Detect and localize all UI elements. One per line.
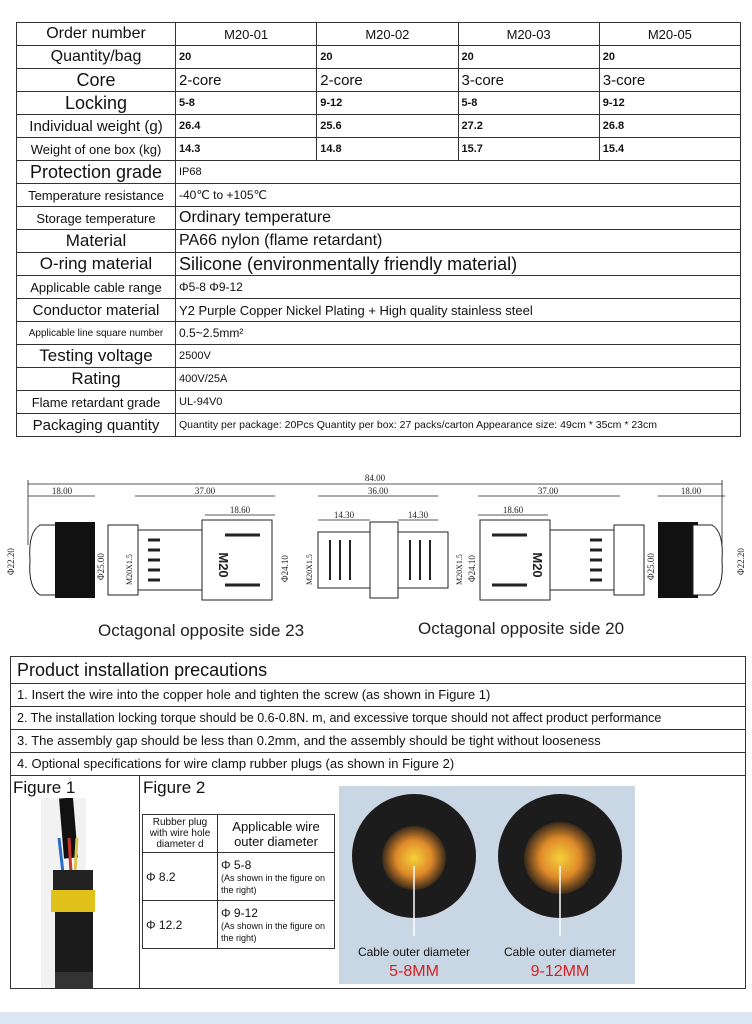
testing-voltage-row — [17, 345, 741, 368]
row-label: Packaging quantity — [17, 414, 176, 437]
cell: 14.8 — [317, 138, 458, 161]
cell: UL-94V0 — [176, 391, 741, 414]
cell: IP68 — [176, 161, 741, 184]
dim-left-body: 37.00 — [194, 486, 216, 496]
temperature-row — [17, 184, 741, 207]
precaution-item: 1. Insert the wire into the copper hole and tighten the screw (as shown in Figure 1) — [11, 684, 745, 707]
rubber-range-cell: Φ 9-12 — [221, 905, 258, 920]
cell: 14.3 — [176, 138, 317, 161]
individual-weight-row — [17, 115, 741, 138]
bottom-band — [0, 1012, 752, 1024]
row-label: Flame retardant grade — [17, 391, 176, 414]
technical-drawing — [0, 470, 752, 650]
rubber-note: (As shown in the figure on the right) — [221, 872, 326, 895]
brand-mark-right: M20 — [530, 552, 545, 578]
dim-phi-25-left: Φ25.00 — [96, 553, 106, 580]
row-label: Storage temperature — [17, 207, 176, 230]
rubber-range-cell: Φ 5-8 — [221, 857, 252, 872]
rubber-d-cell: Φ 12.2 — [143, 901, 218, 949]
dim-thread-left: M20X1.5 — [125, 554, 134, 585]
precaution-item: 3. The assembly gap should be less than 0.2mm, and the assembly should be tight without looseness — [11, 730, 745, 753]
figures-area — [11, 776, 745, 988]
cell: 9-12 — [599, 92, 740, 115]
dim-total: 84.00 — [364, 473, 386, 483]
cell: 20 — [458, 46, 599, 69]
cell: 26.4 — [176, 115, 317, 138]
left-photo-size: 5-8MM — [389, 963, 439, 980]
row-label: Material — [17, 230, 176, 253]
dim-center: 36.00 — [367, 486, 389, 496]
cell: 9-12 — [317, 92, 458, 115]
cell: 5-8 — [176, 92, 317, 115]
cell: 27.2 — [458, 115, 599, 138]
dim-right-body: 37.00 — [537, 486, 559, 496]
row-label: Applicable cable range — [17, 276, 176, 299]
cell: 26.8 — [599, 115, 740, 138]
rubber-plug-photo — [339, 786, 635, 984]
header-row — [17, 23, 741, 46]
locking-row — [17, 92, 741, 115]
dim-thread-center: M20X1.5 — [305, 554, 314, 585]
cell: Silicone (environmentally friendly material) — [176, 253, 741, 276]
dim-right-inner: 18.60 — [502, 505, 524, 515]
cell: Quantity per package: 20Pcs Quantity per box: 27 packs/carton Appearance size: 49cm * 35cm * 23cm — [176, 414, 741, 437]
octagon-label-right: Octagonal opposite side 20 — [418, 619, 625, 638]
dim-thread-right: M20X1.5 — [455, 554, 464, 585]
left-cap-part — [30, 522, 95, 598]
row-label: Individual weight (g) — [17, 115, 176, 138]
dim-right-cap: 18.00 — [680, 486, 702, 496]
dim-phi-22-left: Φ22.20 — [6, 548, 16, 575]
right-cap-part — [658, 522, 722, 598]
cable-range-row — [17, 276, 741, 299]
precaution-item: 2. The installation locking torque should be 0.6-0.8N. m, and excessive torque should not affect product performance — [11, 707, 745, 730]
quantity-row — [17, 46, 741, 69]
figure-1-panel — [11, 776, 140, 988]
storage-row — [17, 207, 741, 230]
row-label: Rating — [17, 368, 176, 391]
packaging-row — [17, 414, 741, 437]
cell: 15.4 — [599, 138, 740, 161]
precautions-title: Product installation precautions — [11, 657, 745, 684]
flame-grade-row — [17, 391, 741, 414]
conductor-row — [17, 299, 741, 322]
line-square-row — [17, 322, 741, 345]
cell: Φ5-8 Φ9-12 — [176, 276, 741, 299]
rubber-d-cell: Φ 8.2 — [143, 853, 218, 901]
rubber-col1-header: Rubber plug with wire hole diameter d — [143, 815, 218, 853]
cell: 15.7 — [458, 138, 599, 161]
rubber-plug-table — [142, 814, 335, 949]
row-label: Temperature resistance — [17, 184, 176, 207]
oring-row — [17, 253, 741, 276]
dim-phi-25-right: Φ25.00 — [646, 553, 656, 580]
connector-photo — [11, 798, 137, 988]
dim-left-inner: 18.60 — [229, 505, 251, 515]
model-m20-05: M20-05 — [599, 23, 740, 46]
rating-row — [17, 368, 741, 391]
protection-row — [17, 161, 741, 184]
row-label: Protection grade — [17, 161, 176, 184]
cell: Ordinary temperature — [176, 207, 741, 230]
dim-left-cap: 18.00 — [51, 486, 73, 496]
cell: 3-core — [458, 69, 599, 92]
row-label: Weight of one box (kg) — [17, 138, 176, 161]
brand-mark-left: M20 — [216, 552, 231, 578]
box-weight-row — [17, 138, 741, 161]
right-photo-size: 9-12MM — [530, 963, 590, 980]
precaution-item: 4. Optional specifications for wire clamp rubber plugs (as shown in Figure 2) — [11, 753, 745, 776]
cell: 400V/25A — [176, 368, 741, 391]
figure-2-title: Figure 2 — [143, 778, 206, 797]
cell: PA66 nylon (flame retardant) — [176, 230, 741, 253]
row-label: Testing voltage — [17, 345, 176, 368]
figure-1-title: Figure 1 — [13, 778, 76, 797]
dim-center-right: 14.30 — [407, 510, 429, 520]
row-label: Core — [17, 69, 176, 92]
left-photo-caption: Cable outer diameter — [357, 945, 471, 959]
row-label: Applicable line square number — [17, 322, 176, 345]
installation-precautions — [10, 656, 746, 989]
right-photo-caption: Cable outer diameter — [503, 945, 617, 959]
cell: -40℃ to +105℃ — [176, 184, 741, 207]
spec-table — [16, 22, 741, 437]
model-m20-01: M20-01 — [176, 23, 317, 46]
cell: Y2 Purple Copper Nickel Plating + High quality stainless steel — [176, 299, 741, 322]
cell: 2500V — [176, 345, 741, 368]
cell: 20 — [317, 46, 458, 69]
cell: 25.6 — [317, 115, 458, 138]
center-part — [318, 522, 448, 598]
cell: 20 — [176, 46, 317, 69]
order-number-label: Order number — [17, 23, 176, 46]
dim-center-left: 14.30 — [333, 510, 355, 520]
row-label: Quantity/bag — [17, 46, 176, 69]
octagon-label-left: Octagonal opposite side 23 — [98, 621, 305, 640]
model-m20-02: M20-02 — [317, 23, 458, 46]
dim-phi-22-right: Φ22.20 — [736, 548, 746, 575]
rubber-note: (As shown in the figure on the right) — [221, 920, 326, 943]
cell: 5-8 — [458, 92, 599, 115]
cell: 2-core — [176, 69, 317, 92]
core-row — [17, 69, 741, 92]
cell: 2-core — [317, 69, 458, 92]
rubber-col2-header: Applicable wire outer diameter — [218, 815, 335, 853]
cell: 20 — [599, 46, 740, 69]
dim-phi-24-right: Φ24.10 — [467, 555, 477, 582]
row-label: Locking — [17, 92, 176, 115]
right-body-part — [480, 520, 644, 600]
dim-phi-24-left: Φ24.10 — [280, 555, 290, 582]
material-row — [17, 230, 741, 253]
model-m20-03: M20-03 — [458, 23, 599, 46]
row-label: O-ring material — [17, 253, 176, 276]
row-label: Conductor material — [17, 299, 176, 322]
cell: 0.5~2.5mm² — [176, 322, 741, 345]
cell: 3-core — [599, 69, 740, 92]
